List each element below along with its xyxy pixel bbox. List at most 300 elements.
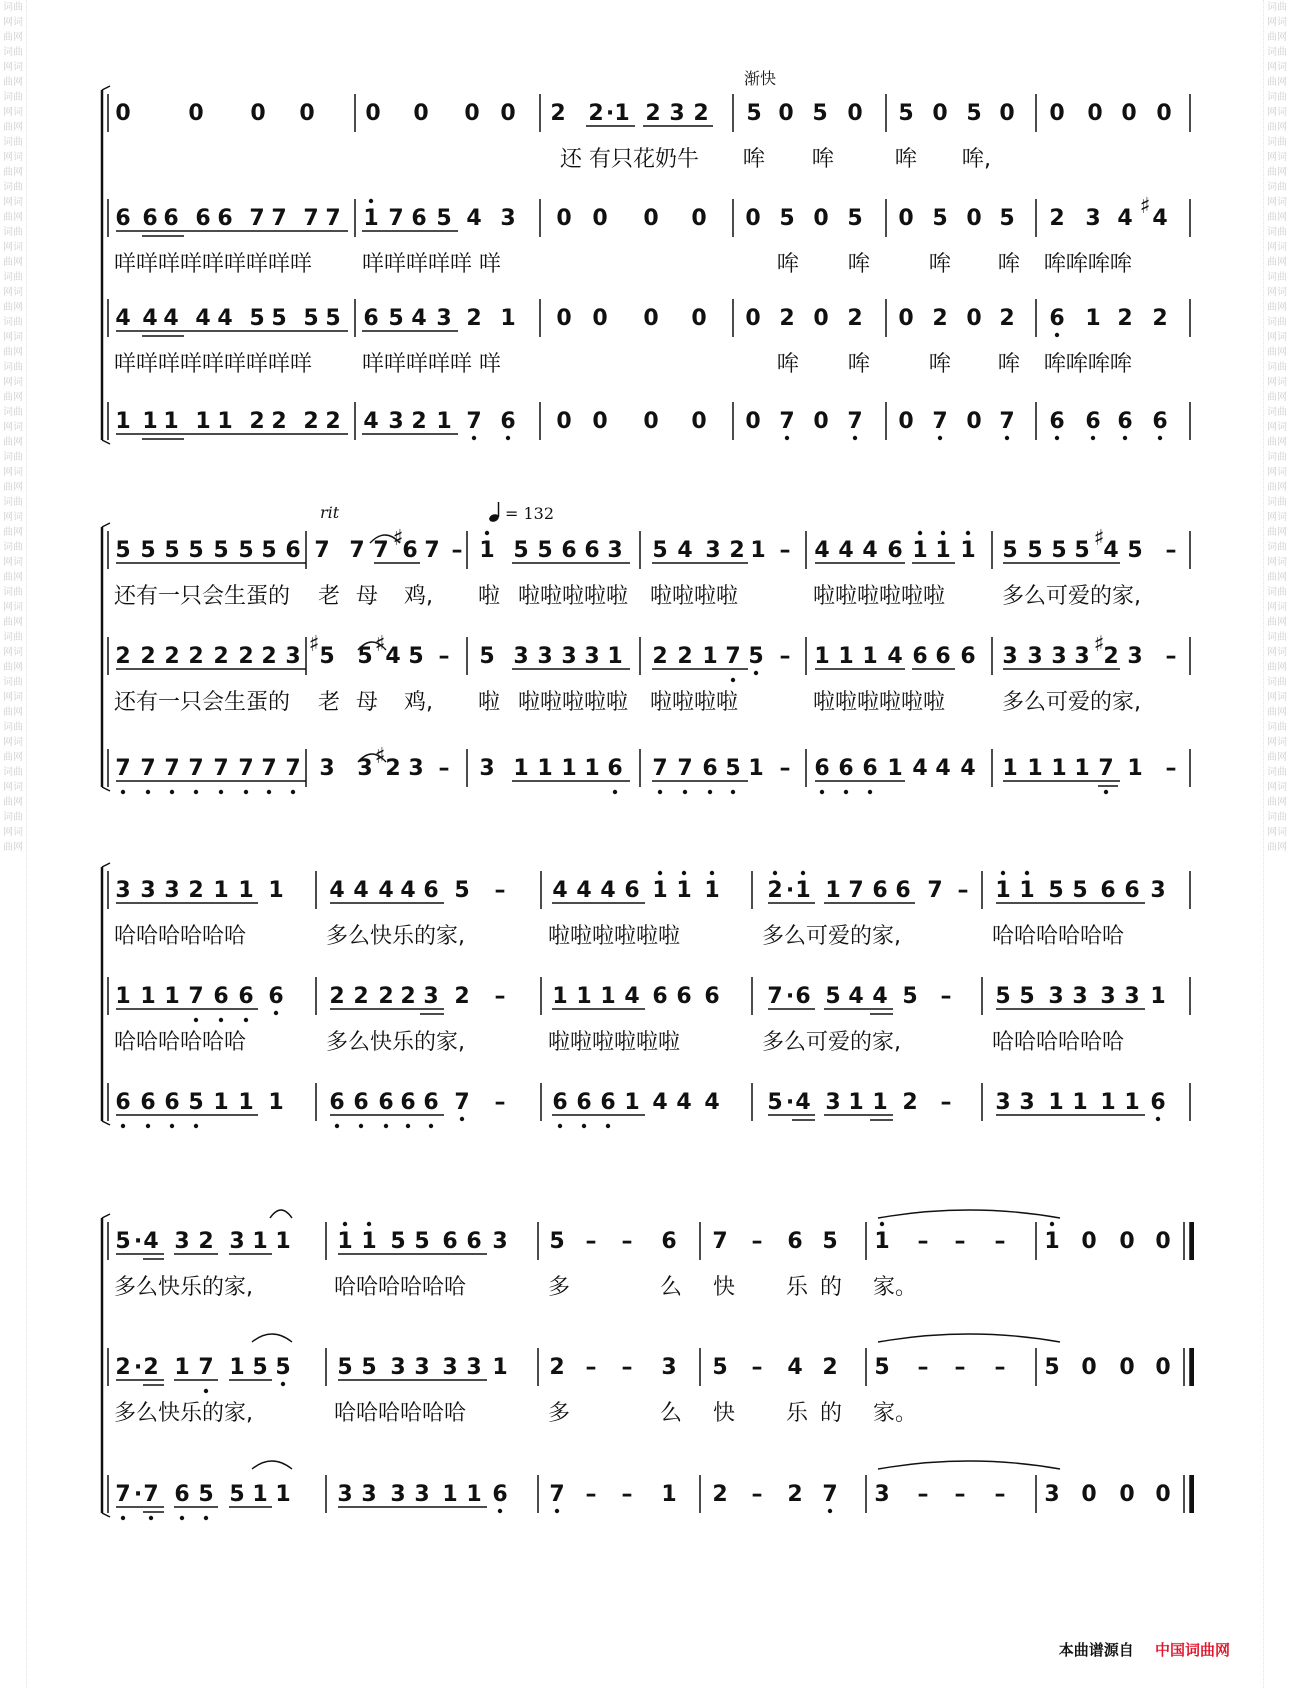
note-digit: 7 xyxy=(303,206,319,231)
note-digit: 0 xyxy=(1081,1355,1097,1380)
note-digit: 3 xyxy=(1127,644,1143,669)
lyric-text: 啦 xyxy=(478,690,501,715)
note-digit: 6 xyxy=(363,306,379,331)
note-digit: 5 xyxy=(1074,538,1090,563)
note-digit: 5 xyxy=(1127,538,1143,563)
note-digit: 1 xyxy=(1124,1090,1140,1115)
octave-dot-low xyxy=(606,1124,610,1128)
note-digit: 7 xyxy=(115,1482,131,1507)
note-digit: 3 xyxy=(1027,644,1043,669)
note-digit: 1 xyxy=(275,1229,291,1254)
augmentation-dot: · xyxy=(785,984,795,1009)
note-digit: 0 xyxy=(966,206,982,231)
note-digit: 1 xyxy=(238,878,254,903)
note-digit: 0 xyxy=(966,306,982,331)
augmentation-dot: · xyxy=(133,1482,143,1507)
note-digit: 7 xyxy=(652,756,668,781)
octave-dot-high xyxy=(801,871,805,875)
note-digit: 3 xyxy=(357,756,373,781)
octave-dot-low xyxy=(1104,790,1108,794)
note-digit: 0 xyxy=(898,206,914,231)
note-digit: 0 xyxy=(250,101,266,126)
note-digit: 7 xyxy=(164,756,180,781)
note-digit: 1 xyxy=(1044,1229,1060,1254)
note-digit: 3 xyxy=(1150,878,1166,903)
dash-sustain: – xyxy=(954,1355,966,1380)
note-digit: 0 xyxy=(643,306,659,331)
sharp-accidental: ♯ xyxy=(1093,526,1105,551)
note-digit: 0 xyxy=(556,409,572,434)
note-digit: 4 xyxy=(1117,206,1133,231)
lyric-text: 多么快乐的家, xyxy=(114,1275,253,1300)
note-digit: 0 xyxy=(592,206,608,231)
note-digit: 5 xyxy=(822,1229,838,1254)
note-digit: 4 xyxy=(378,878,394,903)
dash-sustain: – xyxy=(621,1355,633,1380)
octave-dot-low xyxy=(844,790,848,794)
lyric-text: 哞 xyxy=(777,352,800,377)
note-digit: 3 xyxy=(390,1482,406,1507)
note-digit: 3 xyxy=(436,306,452,331)
note-digit: 5 xyxy=(1048,878,1064,903)
note-digit: 1 xyxy=(1127,756,1143,781)
note-digit: 7 xyxy=(1098,756,1114,781)
note-digit: 5 xyxy=(319,644,335,669)
note-digit: 4 xyxy=(677,538,693,563)
note-digit: 1 xyxy=(750,538,766,563)
octave-dot-high xyxy=(1001,871,1005,875)
note-digit: 4 xyxy=(787,1355,803,1380)
note-digit: 5 xyxy=(999,206,1015,231)
lyric-text: 多么可爱的家, xyxy=(762,924,901,949)
note-digit: 0 xyxy=(643,206,659,231)
system-bracket-hook xyxy=(102,523,110,527)
note-digit: 2 xyxy=(271,409,287,434)
note-digit: 2 xyxy=(400,984,416,1009)
dash-sustain: – xyxy=(494,878,506,903)
dash-sustain: – xyxy=(994,1229,1006,1254)
dash-sustain: – xyxy=(779,538,791,563)
note-digit: 0 xyxy=(999,101,1015,126)
note-digit: 6 xyxy=(576,1090,592,1115)
note-digit: 5 xyxy=(188,538,204,563)
note-digit: 2 xyxy=(329,984,345,1009)
system-bracket-hook xyxy=(102,440,110,444)
note-digit: 3 xyxy=(1085,206,1101,231)
octave-dot-high xyxy=(367,1222,371,1226)
lyric-text: 家。 xyxy=(873,1275,918,1300)
note-digit: 5 xyxy=(357,644,373,669)
octave-dot-low xyxy=(828,1509,832,1513)
note-digit: 7 xyxy=(271,206,287,231)
note-digit: 5 xyxy=(337,1355,353,1380)
note-digit: 6 xyxy=(838,756,854,781)
octave-dot-low xyxy=(335,1124,339,1128)
lyric-text: 老 xyxy=(318,584,341,609)
note-digit: 6 xyxy=(140,1090,156,1115)
note-digit: 1 xyxy=(995,878,1011,903)
note-digit: 4 xyxy=(1103,538,1119,563)
note-digit: 0 xyxy=(691,409,707,434)
lyric-text: 哈哈哈哈哈哈 xyxy=(334,1275,467,1300)
lyric-text: 多 xyxy=(548,1275,571,1300)
note-digit: 0 xyxy=(1155,1482,1171,1507)
note-digit: 5 xyxy=(537,538,553,563)
note-digit: 1 xyxy=(825,878,841,903)
source-site-link[interactable]: 中国词曲网 xyxy=(1154,1641,1230,1659)
note-digit: 7 xyxy=(549,1482,565,1507)
note-digit: 2 xyxy=(847,306,863,331)
note-digit: 3 xyxy=(229,1229,245,1254)
dash-sustain: – xyxy=(585,1229,597,1254)
augmentation-dot: · xyxy=(785,878,795,903)
note-digit: 1 xyxy=(552,984,568,1009)
lyric-text: 多么可爱的家, xyxy=(1002,690,1141,715)
note-digit: 5 xyxy=(746,101,762,126)
note-digit: 2 xyxy=(249,409,265,434)
note-digit: 5 xyxy=(414,1229,430,1254)
note-digit: 0 xyxy=(898,409,914,434)
note-digit: 4 xyxy=(872,984,888,1009)
note-digit: 5 xyxy=(898,101,914,126)
note-digit: 7 xyxy=(188,984,204,1009)
note-digit: 5 xyxy=(549,1229,565,1254)
note-digit: 1 xyxy=(479,538,495,563)
note-digit: 2 xyxy=(143,1355,159,1380)
octave-dot-low xyxy=(170,1124,174,1128)
note-digit: 1 xyxy=(195,409,211,434)
lyric-text: 啦 xyxy=(478,584,501,609)
octave-dot-low xyxy=(708,790,712,794)
note-digit: 4 xyxy=(195,306,211,331)
note-digit: 1 xyxy=(361,1229,377,1254)
octave-dot-low xyxy=(1091,436,1095,440)
note-digit: 2 xyxy=(932,306,948,331)
note-digit: 1 xyxy=(676,878,692,903)
note-digit: 3 xyxy=(1100,984,1116,1009)
note-digit: 3 xyxy=(874,1482,890,1507)
note-digit: 6 xyxy=(466,1229,482,1254)
note-digit: 5 xyxy=(252,1355,268,1380)
note-digit: 4 xyxy=(142,306,158,331)
note-digit: 6 xyxy=(195,206,211,231)
lyric-text: 乐 xyxy=(786,1275,809,1300)
octave-dot-low xyxy=(146,1124,150,1128)
lyric-text: 哈哈哈哈哈哈 xyxy=(114,924,247,949)
note-digit: 1 xyxy=(1085,306,1101,331)
note-digit: 1 xyxy=(561,756,577,781)
note-digit: 1 xyxy=(115,984,131,1009)
note-digit: 1 xyxy=(661,1482,677,1507)
note-digit: 0 xyxy=(847,101,863,126)
note-digit: 5 xyxy=(847,206,863,231)
octave-dot-low xyxy=(429,1124,433,1128)
note-digit: 4 xyxy=(960,756,976,781)
note-digit: 6 xyxy=(329,1090,345,1115)
note-digit: 6 xyxy=(400,1090,416,1115)
note-digit: 0 xyxy=(813,306,829,331)
note-digit: 2 xyxy=(325,409,341,434)
dash-sustain: – xyxy=(621,1482,633,1507)
note-digit: 3 xyxy=(423,984,439,1009)
note-digit: 6 xyxy=(1049,306,1065,331)
note-digit: 0 xyxy=(1119,1482,1135,1507)
note-digit: 2 xyxy=(1117,306,1133,331)
note-digit: 2 xyxy=(645,101,661,126)
slur-arc xyxy=(252,1461,292,1469)
note-digit: 6 xyxy=(624,878,640,903)
octave-dot-high xyxy=(658,871,662,875)
lyric-text: 多么快乐的家, xyxy=(326,1030,465,1055)
note-digit: 1 xyxy=(702,644,718,669)
note-digit: 4 xyxy=(814,538,830,563)
note-digit: 2 xyxy=(385,756,401,781)
note-digit: 6 xyxy=(862,756,878,781)
note-digit: 2 xyxy=(693,101,709,126)
note-digit: 6 xyxy=(584,538,600,563)
octave-dot-high xyxy=(966,531,970,535)
note-digit: 1 xyxy=(442,1482,458,1507)
sharp-accidental: ♯ xyxy=(308,632,320,657)
lyric-text: 还 xyxy=(560,147,583,172)
octave-dot-low xyxy=(180,1516,184,1520)
note-digit: 6 xyxy=(1150,1090,1166,1115)
octave-dot-low xyxy=(731,790,735,794)
note-digit: 5 xyxy=(229,1482,245,1507)
note-digit: 0 xyxy=(592,409,608,434)
lyric-text: 哞 xyxy=(998,352,1021,377)
note-digit: 3 xyxy=(492,1229,508,1254)
note-digit: 3 xyxy=(1044,1482,1060,1507)
note-digit: 1 xyxy=(268,878,284,903)
note-digit: 6 xyxy=(552,1090,568,1115)
dash-sustain: – xyxy=(917,1229,929,1254)
sharp-accidental: ♯ xyxy=(1093,632,1105,657)
dash-sustain: – xyxy=(494,984,506,1009)
note-digit: 6 xyxy=(142,206,158,231)
note-digit: 1 xyxy=(337,1229,353,1254)
octave-dot-high xyxy=(918,531,922,535)
note-digit: 2 xyxy=(1103,644,1119,669)
slur-arc xyxy=(270,1210,292,1218)
dash-sustain: – xyxy=(585,1482,597,1507)
note-digit: 1 xyxy=(607,644,623,669)
note-digit: 7 xyxy=(349,538,365,563)
note-digit: 5 xyxy=(388,306,404,331)
note-digit: 2 xyxy=(729,538,745,563)
note-digit: 3 xyxy=(337,1482,353,1507)
lyric-text: 多么可爱的家, xyxy=(1002,584,1141,609)
note-digit: 4 xyxy=(385,644,401,669)
note-digit: 1 xyxy=(576,984,592,1009)
note-digit: 1 xyxy=(363,206,379,231)
note-digit: 5 xyxy=(874,1355,890,1380)
octave-dot-low xyxy=(170,790,174,794)
note-digit: 7 xyxy=(325,206,341,231)
note-digit: 5 xyxy=(652,538,668,563)
note-digit: 7 xyxy=(115,756,131,781)
note-digit: 5 xyxy=(140,538,156,563)
lyric-text: 咩咩咩咩咩咩咩咩咩 xyxy=(114,352,313,377)
note-digit: 1 xyxy=(213,878,229,903)
note-digit: 7 xyxy=(927,878,943,903)
note-digit: 0 xyxy=(778,101,794,126)
note-digit: 5 xyxy=(479,644,495,669)
note-digit: 0 xyxy=(1119,1229,1135,1254)
note-digit: 5 xyxy=(966,101,982,126)
note-digit: 0 xyxy=(691,306,707,331)
note-digit: 5 xyxy=(261,538,277,563)
note-digit: 6 xyxy=(238,984,254,1009)
note-digit: 0 xyxy=(413,101,429,126)
dash-sustain: – xyxy=(451,538,463,563)
note-digit: 1 xyxy=(217,409,233,434)
lyric-text: 哞, xyxy=(962,147,991,172)
note-digit: 2 xyxy=(767,878,783,903)
octave-dot-low xyxy=(683,790,687,794)
note-digit: 0 xyxy=(556,306,572,331)
note-digit: 5 xyxy=(812,101,828,126)
note-digit: 5 xyxy=(1051,538,1067,563)
note-digit: 6 xyxy=(661,1229,677,1254)
lyric-text: 哞 xyxy=(895,147,918,172)
system-bracket-hook xyxy=(102,787,110,791)
note-digit: 3 xyxy=(513,644,529,669)
note-digit: 1 xyxy=(537,756,553,781)
note-digit: 5 xyxy=(271,306,287,331)
note-digit: 3 xyxy=(669,101,685,126)
note-digit: 1 xyxy=(115,409,131,434)
augmentation-dot: · xyxy=(605,101,615,126)
note-digit: 1 xyxy=(238,1090,254,1115)
note-digit: 1 xyxy=(652,878,668,903)
lyric-text: 哞 xyxy=(998,252,1021,277)
note-digit: 2 xyxy=(164,644,180,669)
note-digit: 3 xyxy=(140,878,156,903)
note-digit: 1 xyxy=(614,101,630,126)
note-digit: 5 xyxy=(249,306,265,331)
note-digit: 7 xyxy=(848,878,864,903)
octave-dot-low xyxy=(820,790,824,794)
note-digit: 4 xyxy=(600,878,616,903)
sharp-accidental: ♯ xyxy=(1139,194,1151,219)
note-digit: 5 xyxy=(390,1229,406,1254)
note-digit: 2 xyxy=(238,644,254,669)
note-digit: 2 xyxy=(902,1090,918,1115)
lyric-text: 母 xyxy=(356,584,379,609)
dash-sustain: – xyxy=(994,1482,1006,1507)
note-digit: 4 xyxy=(466,206,482,231)
lyric-text: 乐 xyxy=(786,1401,809,1426)
note-digit: 5 xyxy=(1019,984,1035,1009)
note-digit: 5 xyxy=(513,538,529,563)
lyric-text: 哞哞哞哞 xyxy=(1044,352,1133,377)
octave-dot-low xyxy=(274,1011,278,1015)
note-digit: 0 xyxy=(1155,1229,1171,1254)
lyric-text: 还有一只会生蛋的 xyxy=(114,584,291,609)
octave-dot-low xyxy=(613,790,617,794)
octave-dot-low xyxy=(204,1389,208,1393)
note-digit: 3 xyxy=(442,1355,458,1380)
note-digit: 2 xyxy=(550,101,566,126)
lyric-text: 快 xyxy=(713,1401,736,1426)
note-digit: 1 xyxy=(164,984,180,1009)
note-digit: 6 xyxy=(1049,409,1065,434)
note-digit: 6 xyxy=(887,538,903,563)
note-digit: 6 xyxy=(1117,409,1133,434)
octave-dot-low xyxy=(472,436,476,440)
dash-sustain: – xyxy=(438,756,450,781)
note-digit: 6 xyxy=(1085,409,1101,434)
note-digit: 6 xyxy=(500,409,516,434)
note-digit: 6 xyxy=(285,538,301,563)
lyric-text: 哞 xyxy=(777,252,800,277)
dash-sustain: – xyxy=(954,1482,966,1507)
note-digit: 2 xyxy=(787,1482,803,1507)
note-digit: 4 xyxy=(411,306,427,331)
lyric-text: 多么快乐的家, xyxy=(326,924,465,949)
note-digit: 5 xyxy=(712,1355,728,1380)
note-digit: 4 xyxy=(652,1090,668,1115)
note-digit: 0 xyxy=(592,306,608,331)
octave-dot-high xyxy=(773,871,777,875)
lyric-text: 哞 xyxy=(743,147,766,172)
note-digit: 2 xyxy=(588,101,604,126)
note-digit: 3 xyxy=(1002,644,1018,669)
note-digit: 5 xyxy=(238,538,254,563)
octave-dot-low xyxy=(1055,436,1059,440)
dash-sustain: – xyxy=(957,878,969,903)
lyric-text: 鸡, xyxy=(404,690,433,715)
note-digit: 4 xyxy=(624,984,640,1009)
note-digit: 0 xyxy=(1119,1355,1135,1380)
lyric-text: 老 xyxy=(318,690,341,715)
octave-dot-low xyxy=(853,436,857,440)
note-digit: 0 xyxy=(745,206,761,231)
note-digit: 2 xyxy=(677,644,693,669)
note-digit: 3 xyxy=(174,1229,190,1254)
note-digit: 1 xyxy=(584,756,600,781)
sharp-accidental: ♯ xyxy=(374,632,386,657)
ritardando-mark: rit xyxy=(320,503,340,522)
note-digit: 1 xyxy=(492,1355,508,1380)
octave-dot-low xyxy=(146,790,150,794)
note-digit: 5 xyxy=(779,206,795,231)
octave-dot-low xyxy=(121,1124,125,1128)
note-digit: 3 xyxy=(537,644,553,669)
octave-dot-low xyxy=(785,436,789,440)
dash-sustain: – xyxy=(779,756,791,781)
note-digit: 6 xyxy=(378,1090,394,1115)
note-digit: 2 xyxy=(652,644,668,669)
note-digit: 6 xyxy=(353,1090,369,1115)
note-digit: 6 xyxy=(912,644,928,669)
note-digit: 0 xyxy=(813,409,829,434)
note-digit: 0 xyxy=(365,101,381,126)
source-label: 本曲谱源自 xyxy=(1058,1641,1134,1659)
note-digit: 5 xyxy=(188,1090,204,1115)
note-digit: 4 xyxy=(704,1090,720,1115)
note-digit: 2 xyxy=(261,644,277,669)
octave-dot-low xyxy=(219,1018,223,1022)
note-digit: 1 xyxy=(252,1229,268,1254)
note-digit: 5 xyxy=(164,538,180,563)
note-digit: 6 xyxy=(268,984,284,1009)
tempo-accel-mark: 渐快 xyxy=(744,69,777,88)
note-digit: 5 xyxy=(454,878,470,903)
note-digit: 5 xyxy=(115,1229,131,1254)
dash-sustain: – xyxy=(1165,756,1177,781)
